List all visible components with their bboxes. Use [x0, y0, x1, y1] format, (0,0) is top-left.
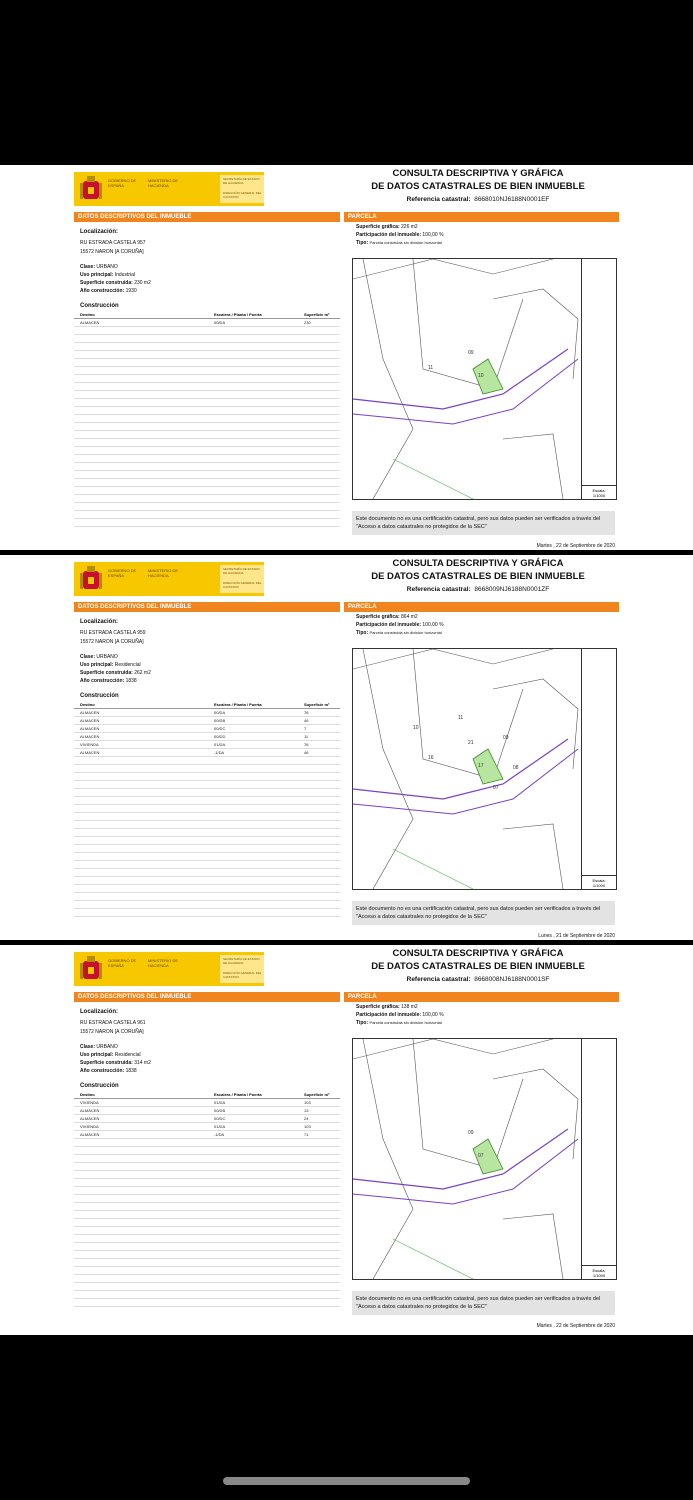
table-row: ALMACEN -1/DA 46 — [74, 749, 340, 757]
ref-label: Referencia catastral: — [406, 196, 471, 203]
table-row — [74, 765, 340, 773]
doc-title-1: CONSULTA DESCRIPTIVA Y GRÁFICA — [392, 558, 564, 569]
table-row — [74, 375, 340, 383]
disclaimer-note: Este documento no es una certificación catastral, pero sus datos pueden ser verificados a través del "Acceso a datos catastrales no protegidos de la SEC" — [352, 901, 615, 925]
table-row — [74, 519, 340, 527]
coat-of-arms-icon — [80, 565, 102, 593]
table-row — [74, 1235, 340, 1243]
table-row — [74, 1259, 340, 1267]
address-line-1: RU ESTRADA CASTELA 957 — [80, 240, 146, 246]
table-row — [74, 1203, 340, 1211]
table-row — [74, 407, 340, 415]
map-parcel-label: 11 — [428, 365, 434, 371]
table-row — [74, 335, 340, 343]
map-parcel-label: 09 — [503, 735, 509, 741]
parcela-bar: PARCELA — [344, 992, 619, 1002]
table-row — [74, 1139, 340, 1147]
participacion: Participación del inmueble: 100,00 % — [356, 622, 444, 628]
secretaria-text: SECRETARÍA DE ESTADO DE HACIENDA — [223, 567, 260, 575]
localizacion-label: Localización: — [80, 1009, 119, 1015]
table-header: Destino Escalera / Planta / Puerta Superficie m² — [74, 311, 340, 319]
address-line-1: RU ESTRADA CASTELA 959 — [80, 630, 146, 636]
datos-bar: DATOS DESCRIPTIVOS DEL INMUEBLE — [74, 992, 340, 1002]
table-row — [74, 877, 340, 885]
parcel-map[interactable] — [352, 648, 617, 890]
table-row — [74, 1227, 340, 1235]
table-row — [74, 455, 340, 463]
map-parcel-label: 09 — [468, 1130, 474, 1136]
table-row: ALMACEN -1/DA 71 — [74, 1131, 340, 1139]
map-parcel-label: 08 — [513, 765, 519, 771]
map-legend — [581, 1039, 616, 1279]
localizacion-label: Localización: — [80, 229, 119, 235]
table-row — [74, 431, 340, 439]
superficie-grafica: Superficie gráfica: 864 m2 — [356, 614, 418, 620]
table-row — [74, 391, 340, 399]
map-parcel-label: 09 — [468, 350, 474, 356]
ministerio-text: MINISTERIO DE HACIENDA — [148, 568, 179, 578]
catastro-page — [0, 945, 693, 1335]
gobierno-text: GOBIERNO DE ESPAÑA — [108, 178, 137, 188]
parcela-bar: PARCELA — [344, 212, 619, 222]
table-row: ALMACEN 00/DB 13 — [74, 1107, 340, 1115]
ref-value: 8668008NJ6188N0001SF — [474, 976, 550, 983]
clase-field: Clase: URBANO — [80, 264, 118, 270]
map-drawing — [353, 1039, 616, 1279]
referencia-catastral — [340, 976, 616, 983]
escala-box: Escala: 1/1000 — [582, 875, 616, 889]
table-row — [74, 495, 340, 503]
table-row: VIVIENDA 01/DA 103 — [74, 1099, 340, 1107]
table-row — [74, 463, 340, 471]
parcela-bar: PARCELA — [344, 602, 619, 612]
referencia-catastral — [340, 196, 616, 203]
table-row — [74, 1219, 340, 1227]
anio-field: Año construcción: 1838 — [80, 678, 137, 684]
superficie-grafica: Superficie gráfica: 226 m2 — [356, 224, 418, 230]
gobierno-text: GOBIERNO DE ESPAÑA — [108, 568, 137, 578]
escala-box: Escala: 1/1000 — [582, 485, 616, 499]
address-line-1: RU ESTRADA CASTELA 961 — [80, 1020, 146, 1026]
table-row — [74, 1155, 340, 1163]
map-drawing — [353, 649, 616, 889]
participacion: Participación del inmueble: 100,00 % — [356, 232, 444, 238]
table-row — [74, 1187, 340, 1195]
table-header: Destino Escalera / Planta / Puerta Superficie m² — [74, 701, 340, 709]
map-parcel-label: 21 — [468, 740, 474, 746]
map-parcel-label: 16 — [428, 755, 434, 761]
secretaria-box — [220, 565, 264, 593]
uso-field: Uso principal: Industrial — [80, 272, 136, 278]
secretaria-text: SECRETARÍA DE ESTADO DE HACIENDA — [223, 177, 260, 185]
table-row — [74, 789, 340, 797]
map-parcel-label: 11 — [458, 715, 464, 721]
table-row — [74, 479, 340, 487]
ministerio-text: MINISTERIO DE HACIENDA — [148, 958, 179, 968]
table-row — [74, 1291, 340, 1299]
escala-box: Escala: 1/1000 — [582, 1265, 616, 1279]
clase-field: Clase: URBANO — [80, 1044, 118, 1050]
direccion-text: DIRECCIÓN GENERAL DEL CATASTRO — [223, 191, 262, 199]
tipo: Tipo: Parcela construida sin división horizontal — [356, 630, 442, 636]
direccion-text: DIRECCIÓN GENERAL DEL CATASTRO — [223, 581, 262, 589]
secretaria-text: SECRETARÍA DE ESTADO DE HACIENDA — [223, 957, 260, 965]
clase-field: Clase: URBANO — [80, 654, 118, 660]
localizacion-label: Localización: — [80, 619, 119, 625]
table-row — [74, 797, 340, 805]
table-row: ALMACEN 00/DA 76 — [74, 709, 340, 717]
table-header: Destino Escalera / Planta / Puerta Superficie m² — [74, 1091, 340, 1099]
table-row — [74, 1179, 340, 1187]
table-row — [74, 447, 340, 455]
uso-field: Uso principal: Residencial — [80, 1052, 141, 1058]
uso-field: Uso principal: Residencial — [80, 662, 141, 668]
map-parcel-label: 07 — [493, 785, 499, 791]
table-row — [74, 511, 340, 519]
secretaria-box — [220, 955, 264, 983]
ref-label: Referencia catastral: — [406, 586, 471, 593]
table-row — [74, 869, 340, 877]
table-row — [74, 853, 340, 861]
table-row — [74, 1171, 340, 1179]
direccion-text: DIRECCIÓN GENERAL DEL CATASTRO — [223, 971, 262, 979]
tipo: Tipo: Parcela construida sin división horizontal — [356, 240, 442, 246]
parcel-map[interactable] — [352, 1038, 617, 1280]
secretaria-box — [220, 175, 264, 203]
superficie-field: Superficie construida: 262 m2 — [80, 670, 151, 676]
anio-field: Año construcción: 1930 — [80, 288, 137, 294]
disclaimer-note: Este documento no es una certificación catastral, pero sus datos pueden ser verificados a través del "Acceso a datos catastrales no protegidos de la SEC" — [352, 511, 615, 535]
table-row — [74, 1283, 340, 1291]
map-parcel-label: 17 — [478, 763, 484, 769]
table-row — [74, 1243, 340, 1251]
table-row — [74, 773, 340, 781]
construccion-table — [74, 311, 340, 527]
home-indicator[interactable] — [223, 1477, 470, 1485]
table-row — [74, 829, 340, 837]
gobierno-logo — [74, 952, 264, 986]
map-parcel-label: 07 — [478, 1153, 484, 1159]
ministerio-text: MINISTERIO DE HACIENDA — [148, 178, 179, 188]
document-date: Martes , 22 de Septiembre de 2020 — [536, 543, 615, 549]
doc-title-1: CONSULTA DESCRIPTIVA Y GRÁFICA — [392, 168, 564, 179]
table-row — [74, 1163, 340, 1171]
table-row — [74, 487, 340, 495]
referencia-catastral — [340, 586, 616, 593]
table-row — [74, 893, 340, 901]
table-row — [74, 1211, 340, 1219]
table-row: ALMACEN 00/DC 24 — [74, 1115, 340, 1123]
table-row — [74, 439, 340, 447]
table-row — [74, 327, 340, 335]
datos-bar: DATOS DESCRIPTIVOS DEL INMUEBLE — [74, 212, 340, 222]
table-row: VIVIENDA 01/DA 103 — [74, 1123, 340, 1131]
superficie-field: Superficie construida: 230 m2 — [80, 280, 151, 286]
table-row — [74, 813, 340, 821]
coat-of-arms-icon — [80, 175, 102, 203]
catastro-page — [0, 165, 693, 550]
table-row — [74, 901, 340, 909]
ref-label: Referencia catastral: — [406, 976, 471, 983]
construccion-label: Construcción — [80, 1083, 119, 1089]
table-row — [74, 399, 340, 407]
table-row — [74, 837, 340, 845]
doc-title-2: DE DATOS CATASTRALES DE BIEN INMUEBLE — [371, 961, 585, 972]
table-row — [74, 1299, 340, 1307]
disclaimer-note: Este documento no es una certificación catastral, pero sus datos pueden ser verificados a través del "Acceso a datos catastrales no protegidos de la SEC" — [352, 1291, 615, 1315]
table-row — [74, 1251, 340, 1259]
participacion: Participación del inmueble: 100,00 % — [356, 1012, 444, 1018]
map-parcel-label: 10 — [478, 373, 484, 379]
doc-title-2: DE DATOS CATASTRALES DE BIEN INMUEBLE — [371, 571, 585, 582]
table-row — [74, 1147, 340, 1155]
table-row — [74, 845, 340, 853]
document-date: Martes , 22 de Septiembre de 2020 — [536, 1323, 615, 1329]
table-row — [74, 1275, 340, 1283]
anio-field: Año construcción: 1838 — [80, 1068, 137, 1074]
datos-bar: DATOS DESCRIPTIVOS DEL INMUEBLE — [74, 602, 340, 612]
table-row — [74, 781, 340, 789]
table-row — [74, 1267, 340, 1275]
document-date: Lunes , 21 de Septiembre de 2020 — [538, 933, 615, 939]
address-line-2: 15572 NARON [A CORUÑA] — [80, 1029, 144, 1035]
construccion-table — [74, 1091, 340, 1307]
table-row: ALMACEN 00/DC 7 — [74, 725, 340, 733]
table-row: ALMACEN 00/DA 230 — [74, 319, 340, 327]
table-row — [74, 821, 340, 829]
table-row — [74, 1195, 340, 1203]
gobierno-text: GOBIERNO DE ESPAÑA — [108, 958, 137, 968]
table-row — [74, 885, 340, 893]
table-row: VIVIENDA 01/DA 76 — [74, 741, 340, 749]
construccion-table — [74, 701, 340, 917]
doc-title-2: DE DATOS CATASTRALES DE BIEN INMUEBLE — [371, 181, 585, 192]
ref-value: 8668010NJ6188N0001EF — [474, 196, 550, 203]
doc-title-1: CONSULTA DESCRIPTIVA Y GRÁFICA — [392, 948, 564, 959]
table-row — [74, 383, 340, 391]
table-row — [74, 367, 340, 375]
table-row — [74, 351, 340, 359]
table-row — [74, 423, 340, 431]
map-drawing — [353, 259, 616, 499]
superficie-field: Superficie construida: 314 m2 — [80, 1060, 151, 1066]
map-legend — [581, 259, 616, 499]
table-row — [74, 861, 340, 869]
table-row — [74, 359, 340, 367]
table-row — [74, 757, 340, 765]
parcel-map[interactable] — [352, 258, 617, 500]
table-row — [74, 343, 340, 351]
address-line-2: 15572 NARON [A CORUÑA] — [80, 639, 144, 645]
table-row — [74, 471, 340, 479]
table-row: ALMACEN 00/DD 11 — [74, 733, 340, 741]
gobierno-logo — [74, 562, 264, 596]
tipo: Tipo: Parcela construida sin división horizontal — [356, 1020, 442, 1026]
construccion-label: Construcción — [80, 693, 119, 699]
table-row — [74, 909, 340, 917]
construccion-label: Construcción — [80, 303, 119, 309]
gobierno-logo — [74, 172, 264, 206]
map-legend — [581, 649, 616, 889]
address-line-2: 15572 NARON [A CORUÑA] — [80, 249, 144, 255]
superficie-grafica: Superficie gráfica: 138 m2 — [356, 1004, 418, 1010]
ref-value: 8668009NJ6188N0001ZF — [474, 586, 550, 593]
coat-of-arms-icon — [80, 955, 102, 983]
table-row — [74, 503, 340, 511]
table-row — [74, 415, 340, 423]
catastro-page — [0, 555, 693, 940]
map-parcel-label: 10 — [413, 725, 419, 731]
table-row — [74, 805, 340, 813]
table-row: ALMACEN 00/DB 46 — [74, 717, 340, 725]
